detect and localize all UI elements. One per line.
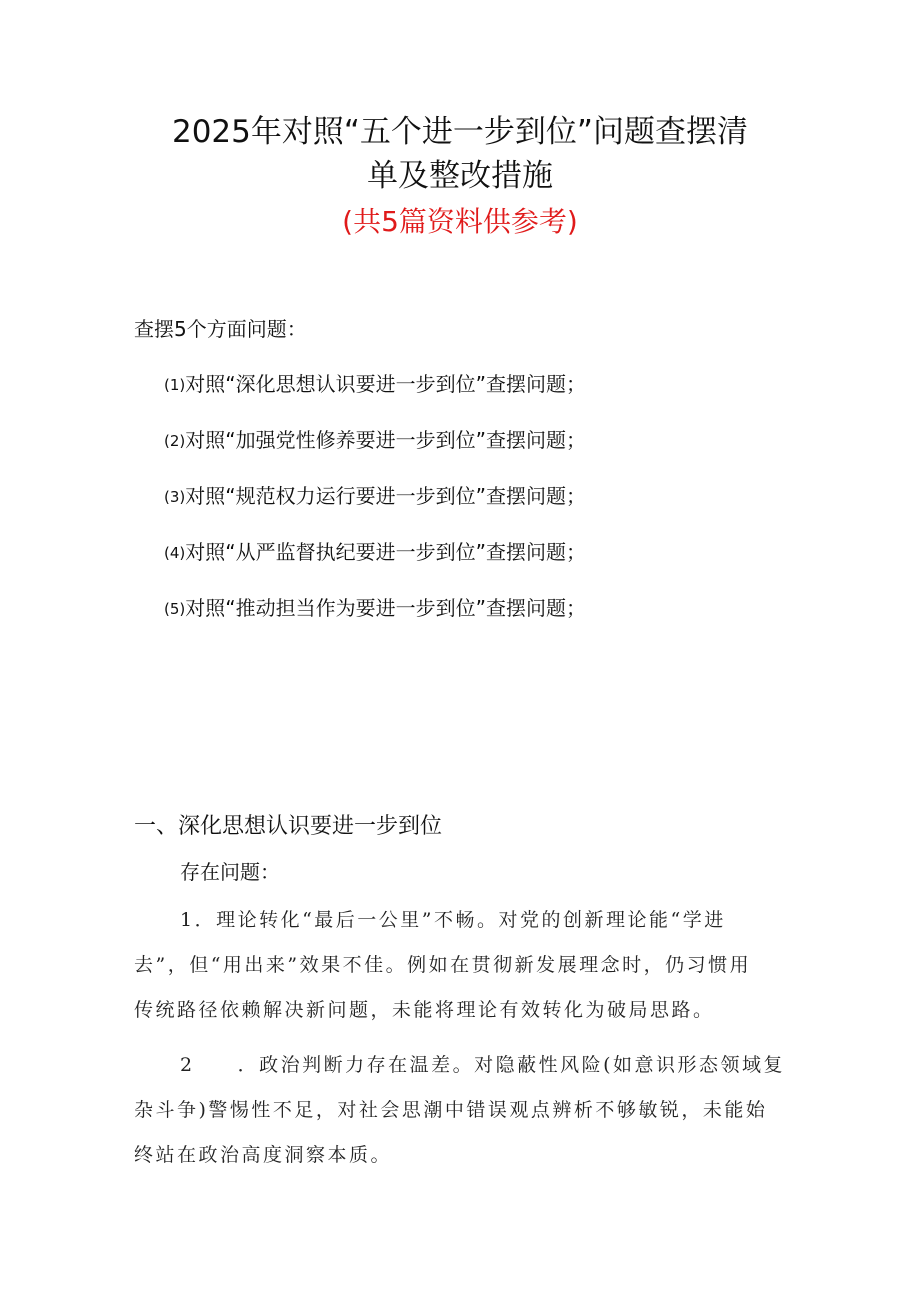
paragraph-line: 终站在政治高度洞察本质。 xyxy=(134,1144,393,1166)
list-item-text: 对照“加强党性修养要进一步到位”查摆问题； xyxy=(185,428,586,452)
paragraph-line: 杂斗争)警惕性不足，对社会思潮中错误观点辨析不够敏锐，未能始 xyxy=(134,1099,768,1121)
list-item xyxy=(164,426,586,455)
paragraph-line: 去”，但“用出来”效果不佳。例如在贯彻新发展理念时，仍习惯用 xyxy=(134,954,752,976)
list-item-number: (3) xyxy=(164,488,186,506)
paragraph-line: 传统路径依赖解决新问题，未能将理论有效转化为破局思路。 xyxy=(134,999,715,1021)
list-item xyxy=(164,370,586,399)
list-item xyxy=(164,594,586,623)
paragraph-line: 2 ．政治判断力存在温差。对隐蔽性风险(如意识形态领域复 xyxy=(180,1054,786,1076)
list-item-text: 对照“深化思想认识要进一步到位”查摆问题； xyxy=(185,372,586,396)
list-item xyxy=(164,482,586,511)
document-title-line-2: 单及整改措施 xyxy=(367,158,553,194)
list-item xyxy=(164,538,586,567)
document-title-line-1: 2025年对照“五个进一步到位”问题查摆清 xyxy=(171,114,748,150)
paragraph-issue-2 xyxy=(134,1043,794,1178)
paragraph-line: 1．理论转化“最后一公里”不畅。对党的创新理论能“学进 xyxy=(180,909,726,931)
list-item-text: 对照“推动担当作为要进一步到位”查摆问题； xyxy=(185,596,586,620)
paragraph-issue-1 xyxy=(134,898,794,1033)
list-item-number: (5) xyxy=(164,600,186,618)
issues-label: 存在问题： xyxy=(180,860,280,884)
list-item-text: 对照“规范权力运行要进一步到位”查摆问题； xyxy=(185,484,586,508)
list-item-number: (2) xyxy=(164,432,186,450)
section-heading: 一、深化思想认识要进一步到位 xyxy=(134,814,443,839)
list-item-number: (4) xyxy=(164,544,186,562)
list-item-text: 对照“从严监督执纪要进一步到位”查摆问题； xyxy=(185,540,586,564)
document-subtitle: (共5篇资料供参考) xyxy=(342,205,578,238)
intro-text: 查摆5个方面问题： xyxy=(134,317,307,341)
list-item-number: (1) xyxy=(164,376,186,394)
